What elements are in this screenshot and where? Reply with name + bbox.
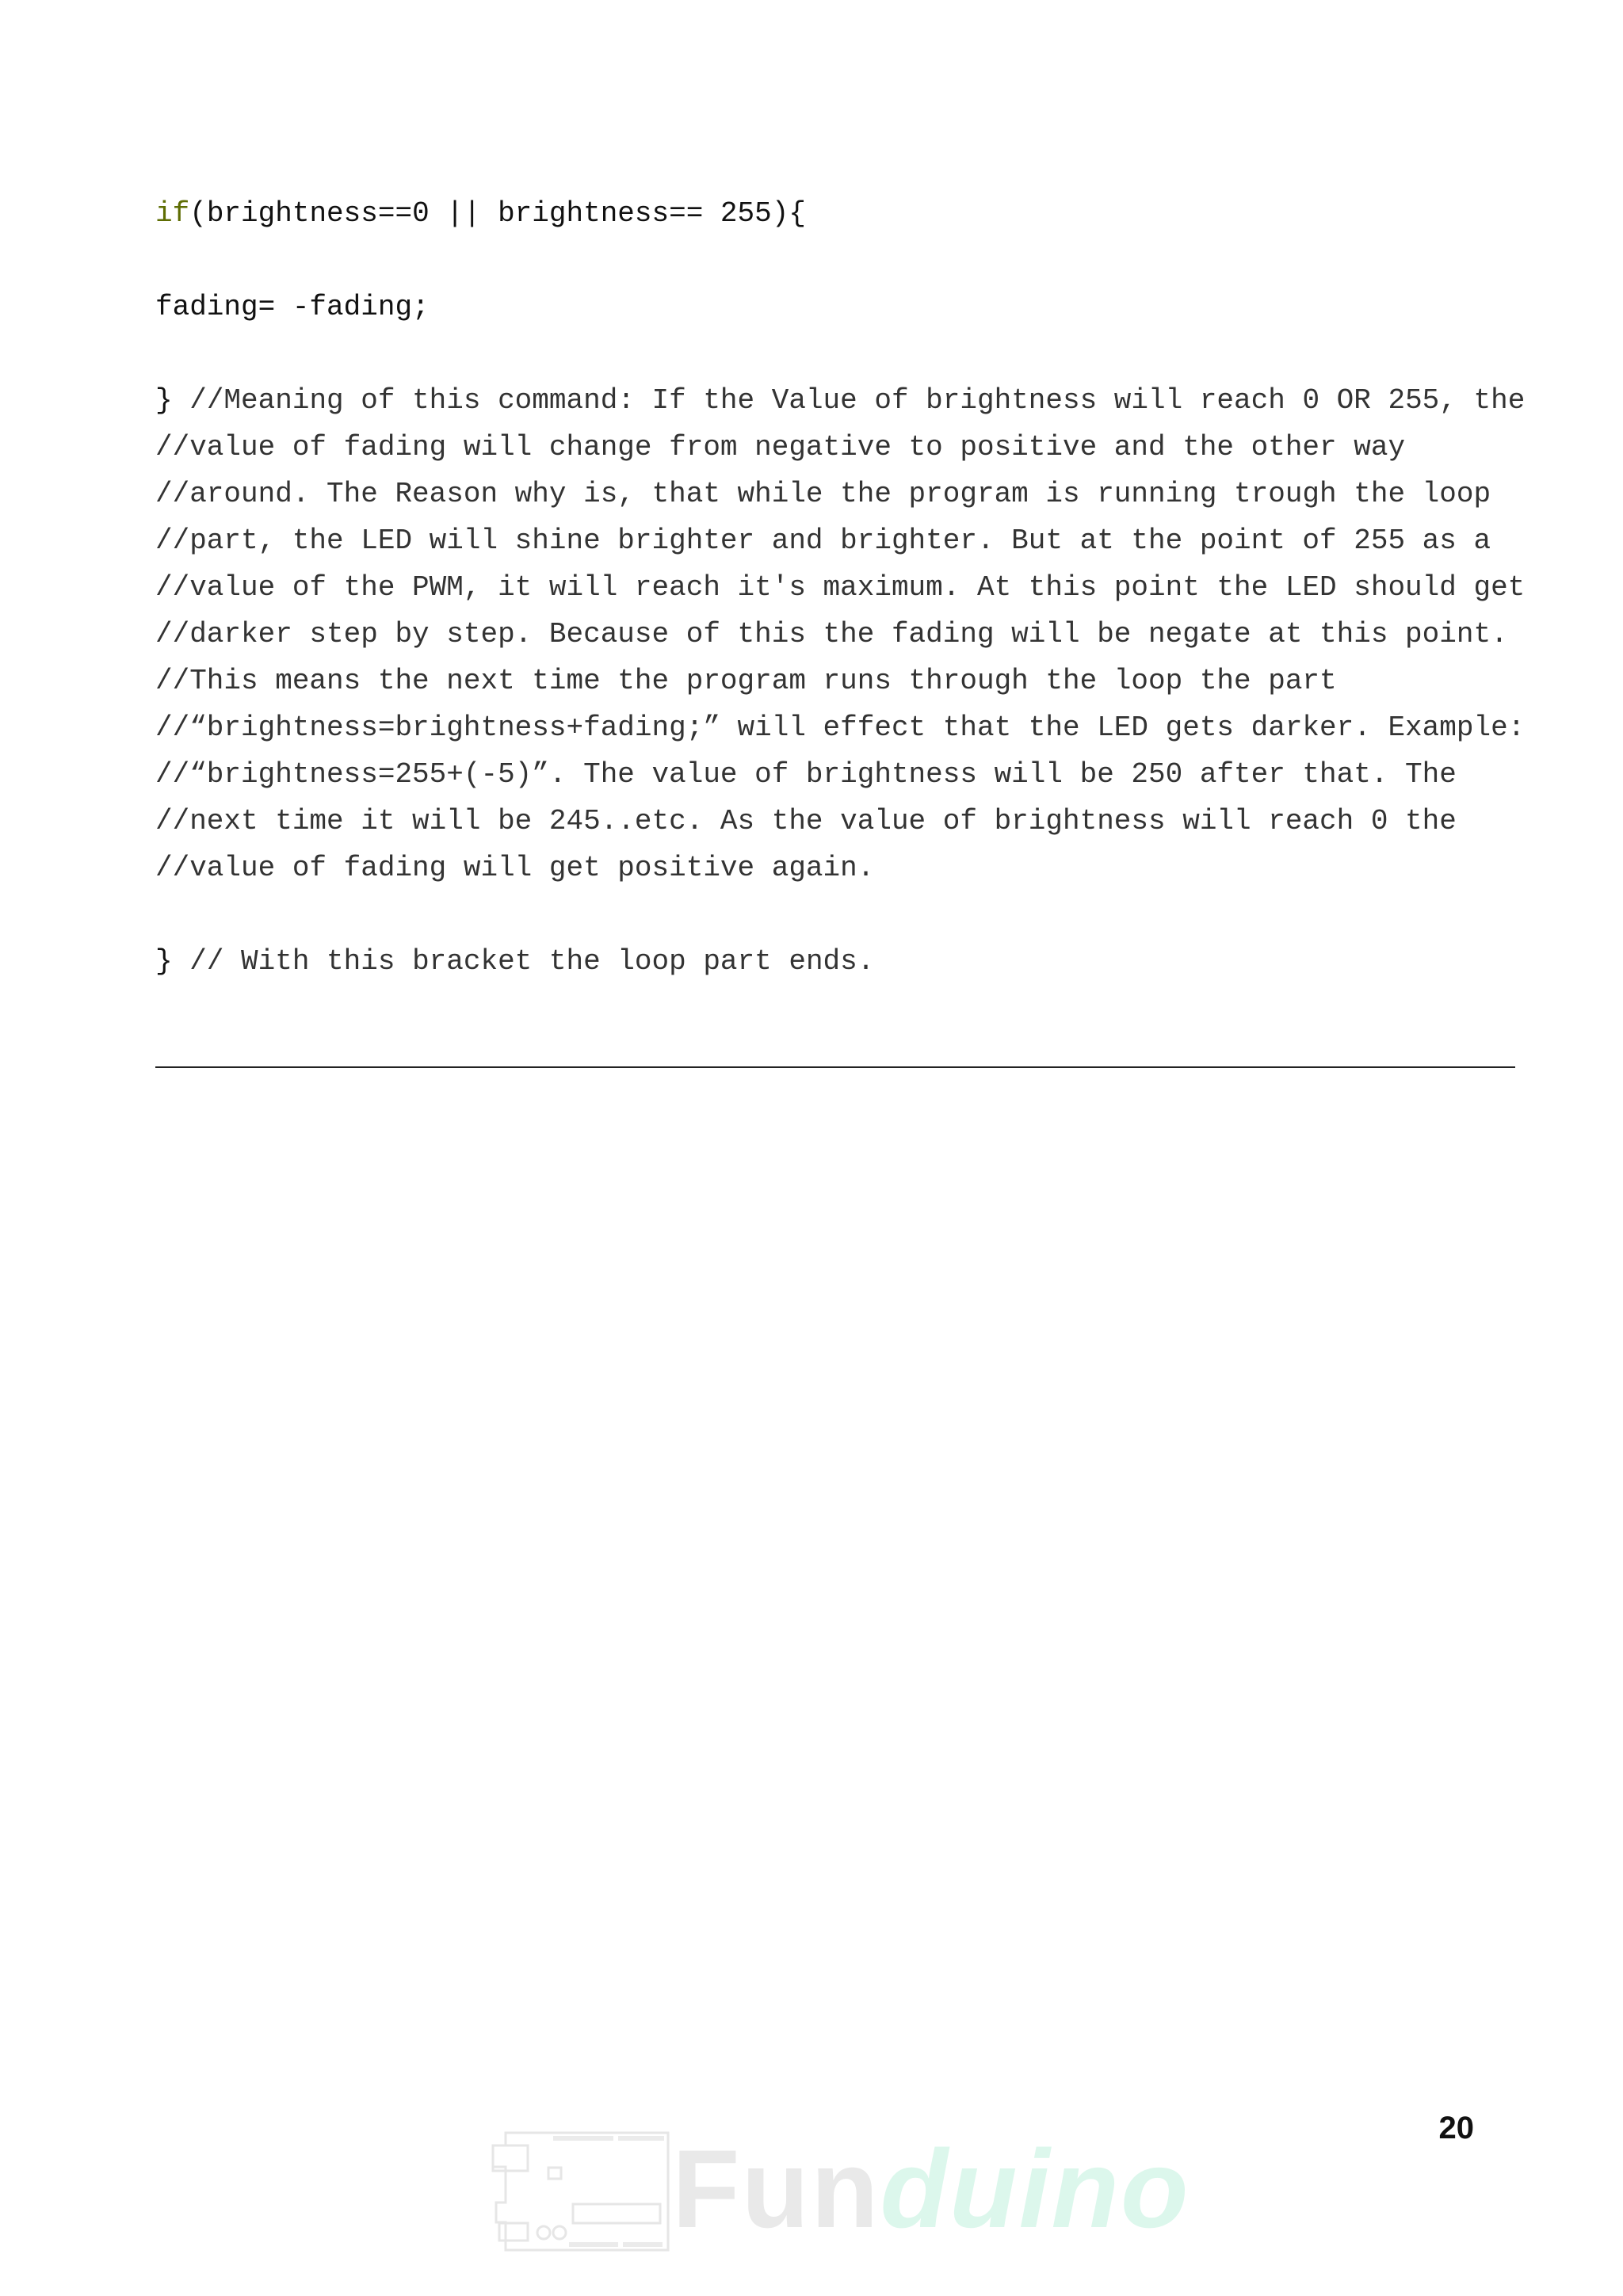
logo-fun-text: Fun — [672, 2126, 880, 2251]
funduino-wordmark — [672, 2126, 1190, 2251]
comment-line: //“brightness=brightness+fading;” will effect that the LED gets darker. Example: — [155, 711, 1526, 744]
comment-line: //next time it will be 245..etc. As the value of brightness will reach 0 the — [155, 805, 1457, 837]
code-line-loop-end — [155, 944, 874, 979]
horizontal-divider — [155, 1066, 1515, 1068]
if-condition: (brightness==0 || brightness== 255){ — [189, 197, 806, 230]
logo-duino-text: duino — [880, 2126, 1190, 2251]
comment-line: //“brightness=255+(-5)”. The value of brightness will be 250 after that. The — [155, 758, 1457, 791]
arduino-board-icon — [490, 2123, 672, 2258]
if-keyword: if — [155, 197, 190, 230]
closing-brace: } — [155, 384, 190, 417]
comment-line: //Meaning of this command: If the Value of brightness will reach 0 OR 255, the — [189, 384, 1526, 417]
closing-brace: } — [155, 945, 190, 978]
comment-line: //This means the next time the program runs through the loop the part — [155, 665, 1337, 697]
page-number: 20 — [1438, 2111, 1474, 2145]
comment-line: //around. The Reason why is, that while the program is running trough the loop — [155, 478, 1491, 510]
code-line-close-if — [155, 383, 1525, 418]
code-line-if — [155, 196, 806, 231]
comment-line: //darker step by step. Because of this the fading will be negate at this point. — [155, 618, 1508, 650]
comment-line: //value of fading will change from negative to positive and the other way — [155, 431, 1406, 463]
comment-line: //value of the PWM, it will reach it's maximum. At this point the LED should get — [155, 571, 1526, 604]
code-line-fading: fading= -fading; — [155, 291, 430, 323]
loop-end-comment: // With this bracket the loop part ends. — [189, 945, 875, 978]
funduino-logo — [490, 2123, 1190, 2258]
comment-line: //part, the LED will shine brighter and brighter. But at the point of 255 as a — [155, 524, 1491, 557]
comment-line: //value of fading will get positive again. — [155, 852, 875, 884]
